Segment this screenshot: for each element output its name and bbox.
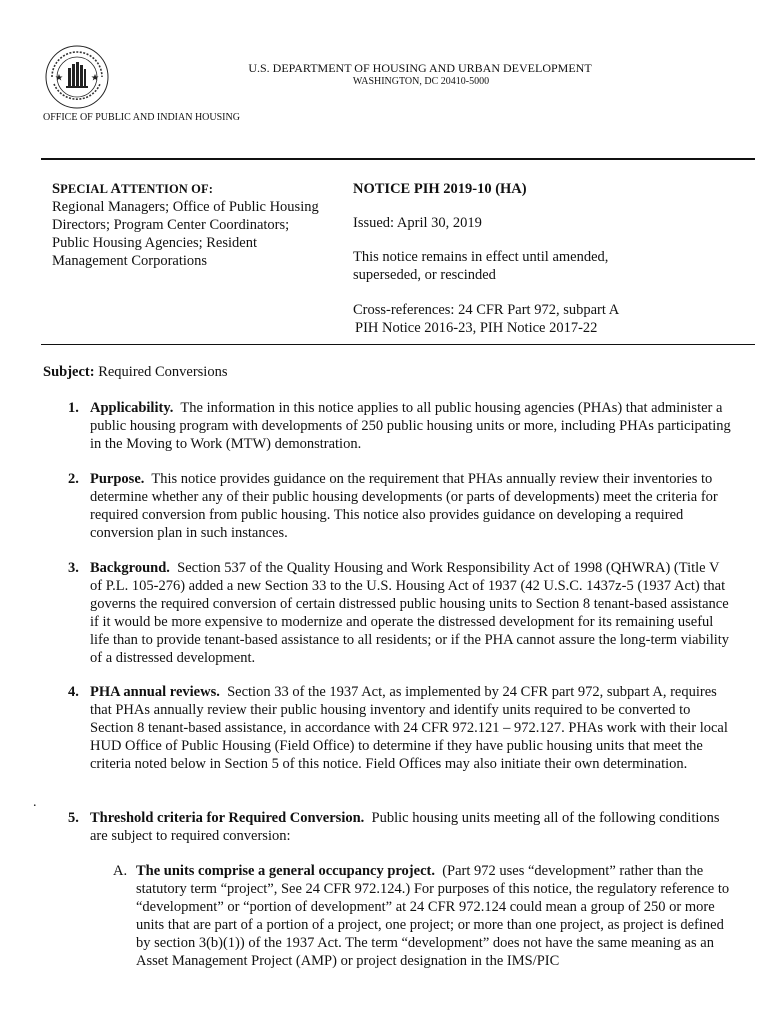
section-number: 2.: [68, 471, 79, 487]
section-title: Applicability.: [90, 400, 174, 416]
section-text: Section 537 of the Quality Housing and Work Responsibility Act of 1998 (QHWRA) (Title V of P.L. 105-276) added a new Section 33 to the U.S. Housing Act of 1937 (42 U.S.C. 1437z-5 (1937 Act) that governs the required conversion of certain distressed public housing units to Section 8 tenant-based assistance if it would be more expensive to modernize and operate the distressed development for its remaining useful life than to provide tenant-based assistance to all residents; or if the PHA cannot assure the long-term viability of a distressed development.: [90, 560, 730, 666]
stray-mark: .: [33, 795, 37, 810]
issued-date: Issued: April 30, 2019: [353, 215, 482, 231]
subject-line: [43, 364, 227, 381]
section-background: [68, 559, 733, 667]
section-text: Section 33 of the 1937 Act, as implemented by 24 CFR part 972, subpart A, requires that PHAs annually review their public housing inventory and identify units required to be converted to Section 8 tenant-based assistance, in accordance with 24 CFR 972.121 – 972.127. PHAs work with their local HUD Office of Public Housing (Field Office) to determine if they have public housing units that meet the criteria noted below in Section 5 of this notice. Field Offices may also initiate their own determination.: [90, 684, 728, 772]
department-name: U.S. DEPARTMENT OF HOUSING AND URBAN DEVELOPMENT: [248, 61, 592, 75]
recipient-line: Management Corporations: [52, 253, 208, 269]
notice-number: NOTICE PIH 2019-10 (HA): [353, 181, 527, 197]
section-title: Purpose.: [90, 471, 145, 487]
top-divider: [41, 158, 755, 160]
notice-info-block: [353, 180, 753, 337]
subsection-letter: A.: [113, 863, 128, 879]
section-threshold-criteria: [68, 809, 733, 845]
subsection-title: The units comprise a general occupancy project.: [136, 863, 435, 879]
section-number: 5.: [68, 810, 79, 826]
cross-references-continued: PIH Notice 2016-23, PIH Notice 2017-22: [355, 320, 598, 336]
section-title: Threshold criteria for Required Conversion.: [90, 810, 365, 826]
bottom-divider: [41, 344, 755, 345]
department-address: WASHINGTON, DC 20410-5000: [352, 76, 490, 87]
section-text: Public housing units meeting all of the following conditions are subject to required conversion:: [90, 810, 720, 844]
subsection-a: [113, 862, 733, 970]
section-applicability: [68, 399, 733, 453]
cross-references: Cross-references: 24 CFR Part 972, subpart A: [353, 302, 620, 318]
recipient-line: Regional Managers; Office of Public Housing: [52, 199, 319, 215]
special-attention-block: [52, 180, 342, 270]
effect-statement: This notice remains in effect until amended, superseded, or rescinded: [353, 249, 609, 283]
section-purpose: [68, 470, 733, 542]
recipient-line: Public Housing Agencies; Resident: [52, 235, 257, 251]
special-attention-label: SPECIAL ATTENTION OF:: [52, 181, 213, 197]
subsection-text: (Part 972 uses “development” rather than the statutory term “project”, See 24 CFR 972.124.) For purposes of this notice, the regulatory reference to “development” or “portion of development” at 24 CFR 972.124 could mean a group of 250 or more units that are part of a portion of a project, one project; or more than one project, as project is defined by section 3(b)(1)) of the 1937 Act. The term “development” does not have the same meaning as an Asset Management Project (AMP) or project designation in the IMS/PIC: [136, 863, 730, 969]
section-number: 4.: [68, 684, 79, 700]
section-title: PHA annual reviews.: [90, 684, 220, 700]
section-number: 3.: [68, 560, 79, 576]
subject-text: Required Conversions: [98, 364, 228, 380]
recipient-line: Directors; Program Center Coordinators;: [52, 217, 290, 233]
section-number: 1.: [68, 400, 79, 416]
subject-label: Subject:: [43, 364, 95, 380]
office-name: OFFICE OF PUBLIC AND INDIAN HOUSING: [43, 112, 240, 123]
section-text: This notice provides guidance on the requirement that PHAs annually review their inventories to determine whether any of their public housing developments (or parts of developments) meet the criteria for required conversion from public housing. This notice also provides guidance on developing a required conversion plan in such instances.: [90, 471, 718, 541]
section-title: Background.: [90, 560, 170, 576]
section-text: The information in this notice applies to all public housing agencies (PHAs) that administer a public housing program with developments of 250 public housing units or more, including PHAs participating in the Moving to Work (MTW) demonstration.: [90, 400, 731, 452]
section-pha-annual-reviews: [68, 683, 733, 773]
